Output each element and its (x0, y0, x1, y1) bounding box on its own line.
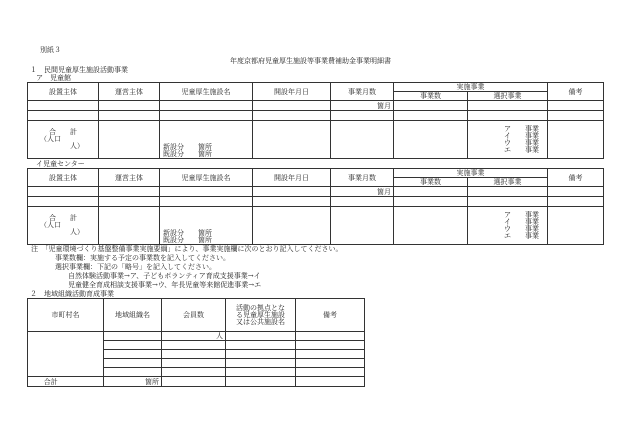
cell[interactable] (226, 350, 296, 359)
cell[interactable] (160, 197, 253, 207)
cell[interactable] (331, 111, 394, 121)
selected-items (468, 207, 548, 245)
header-operator: 運営主体 (99, 169, 160, 187)
place-unit: 箇所 (104, 377, 162, 387)
cell[interactable] (468, 187, 548, 197)
header-base-line-2: る児童厚生施設 (236, 310, 285, 319)
cell[interactable] (226, 332, 296, 341)
cell[interactable] (331, 197, 394, 207)
population-label: （人口 (40, 135, 61, 143)
total-cell (28, 207, 99, 245)
document-title: 年度京都府児童厚生施設等事業費補助金事業明細書 (230, 57, 391, 65)
cell[interactable] (99, 197, 160, 207)
section-1b-heading: イ児童センター (36, 160, 85, 168)
cell[interactable] (160, 101, 253, 111)
month-unit: 箇月 (331, 187, 394, 197)
section-1-heading: １ 民間児童厚生施設活動事業 (30, 66, 128, 74)
header-municipality: 市町村名 (28, 299, 104, 332)
selected-item-e: エ 事業 (504, 145, 539, 154)
total-label: 合計 (28, 377, 74, 387)
header-selected: 選択事業 (468, 178, 548, 187)
cell[interactable] (104, 332, 162, 341)
selected-item-i: イ 事業 (504, 131, 539, 140)
cell[interactable] (331, 207, 394, 245)
cell[interactable] (226, 368, 296, 377)
header-selected: 選択事業 (468, 92, 548, 101)
header-remarks: 備考 (548, 83, 604, 101)
table-jidou-center (27, 168, 604, 245)
selected-item-a: ア 事業 (504, 124, 539, 133)
cell[interactable] (253, 197, 331, 207)
total-label: 合 計 (49, 128, 77, 136)
header-remarks: 備考 (296, 299, 365, 332)
section-2-heading: ２ 地域組織活動育成事業 (30, 290, 114, 298)
cell[interactable] (99, 207, 160, 245)
section-1a-heading: ア 児童館 (36, 74, 71, 82)
cell[interactable] (160, 111, 253, 121)
cell[interactable] (253, 101, 331, 111)
note-main: 注 「児童環境づくり基盤整備事業実施要綱」により、事業実施欄に次のとおり記入してください。 (31, 245, 343, 253)
header-count: 事業数 (394, 92, 468, 101)
cell[interactable] (394, 111, 468, 121)
cell[interactable] (162, 359, 226, 368)
cell[interactable] (99, 101, 160, 111)
header-remarks: 備考 (548, 169, 604, 187)
cell[interactable] (28, 197, 99, 207)
total-spacer (74, 377, 104, 387)
municipality-cell[interactable] (28, 332, 104, 377)
header-open-date: 開設年月日 (253, 83, 331, 101)
cell[interactable] (162, 341, 226, 350)
note-abbrev-1: 自然体験活動事業→ア、子どもボランティア育成支援事業→イ (68, 272, 261, 280)
header-implemented: 実施事業 (394, 169, 548, 178)
header-setter: 設置主体 (28, 83, 99, 101)
selected-items (468, 121, 548, 159)
cell[interactable] (296, 368, 365, 377)
total-cell (28, 121, 99, 159)
header-project-months: 事業月数 (331, 83, 394, 101)
population-label: （人口 (40, 221, 61, 229)
table-community-orgs (27, 298, 365, 387)
cell[interactable] (394, 207, 468, 245)
existing-facility-count: 既設分 箇所 (163, 150, 212, 158)
cell[interactable] (548, 101, 604, 111)
note-selected: 選択事業欄：下記の「略号」を記入してください。 (55, 263, 216, 271)
table-jidoukan (27, 82, 604, 159)
population-unit: 人） (70, 228, 84, 236)
cell[interactable] (394, 101, 468, 111)
cell[interactable] (226, 359, 296, 368)
selected-item-u: ウ 事業 (504, 138, 539, 147)
cell[interactable] (331, 121, 394, 159)
cell[interactable] (99, 187, 160, 197)
cell[interactable] (28, 111, 99, 121)
selected-item-a: ア 事業 (504, 210, 539, 219)
cell[interactable] (548, 207, 604, 245)
cell[interactable] (548, 111, 604, 121)
cell[interactable] (28, 101, 99, 111)
cell[interactable] (468, 197, 548, 207)
header-setter: 設置主体 (28, 169, 99, 187)
cell[interactable] (160, 187, 253, 197)
population-unit: 人） (70, 142, 84, 150)
cell[interactable] (394, 187, 468, 197)
cell[interactable] (104, 350, 162, 359)
cell[interactable] (162, 377, 226, 387)
existing-facility-count: 既設分 箇所 (163, 236, 212, 244)
cell[interactable] (226, 377, 296, 387)
annex-label: 別紙３ (40, 46, 61, 54)
cell[interactable] (548, 121, 604, 159)
header-org-name: 地域組織名 (104, 299, 162, 332)
header-members: 会員数 (162, 299, 226, 332)
header-count: 事業数 (394, 178, 468, 187)
cell[interactable] (226, 341, 296, 350)
cell[interactable] (99, 111, 160, 121)
facility-summary (160, 121, 253, 159)
month-unit: 箇月 (331, 101, 394, 111)
note-count: 事業数欄：実施する予定の事業数を記入してください。 (55, 254, 230, 262)
cell[interactable] (468, 111, 548, 121)
cell[interactable] (548, 197, 604, 207)
header-base-line-1: 活動の拠点とな (236, 303, 285, 312)
header-facility-name: 児童厚生施設名 (160, 83, 253, 101)
new-facility-count: 新設分 箇所 (163, 229, 212, 237)
cell[interactable] (296, 332, 365, 341)
cell[interactable] (296, 359, 365, 368)
selected-item-i: イ 事業 (504, 217, 539, 226)
cell[interactable] (394, 121, 468, 159)
header-facility-name: 児童厚生施設名 (160, 169, 253, 187)
header-operator: 運営主体 (99, 83, 160, 101)
selected-item-e: エ 事業 (504, 231, 539, 240)
cell[interactable] (253, 121, 331, 159)
cell[interactable] (253, 207, 331, 245)
selected-item-u: ウ 事業 (504, 224, 539, 233)
cell[interactable] (296, 341, 365, 350)
cell[interactable] (104, 359, 162, 368)
cell[interactable] (468, 101, 548, 111)
cell[interactable] (253, 111, 331, 121)
cell[interactable] (253, 187, 331, 197)
cell[interactable] (104, 368, 162, 377)
person-unit: 人 (162, 332, 226, 341)
cell[interactable] (99, 121, 160, 159)
cell[interactable] (28, 187, 99, 197)
header-project-months: 事業月数 (331, 169, 394, 187)
cell[interactable] (548, 187, 604, 197)
cell[interactable] (162, 368, 226, 377)
cell[interactable] (296, 350, 365, 359)
header-open-date: 開設年月日 (253, 169, 331, 187)
new-facility-count: 新設分 箇所 (163, 143, 212, 151)
header-base-line-3: 又は公共施設名 (236, 317, 285, 326)
header-base-facility (226, 299, 296, 332)
cell[interactable] (296, 377, 365, 387)
cell[interactable] (104, 341, 162, 350)
facility-summary (160, 207, 253, 245)
note-abbrev-2: 児童健全育成相談支援事業→ウ、年長児童等来館促進事業→エ (68, 281, 262, 289)
cell[interactable] (394, 197, 468, 207)
total-label: 合 計 (49, 214, 77, 222)
header-implemented: 実施事業 (394, 83, 548, 92)
cell[interactable] (162, 350, 226, 359)
